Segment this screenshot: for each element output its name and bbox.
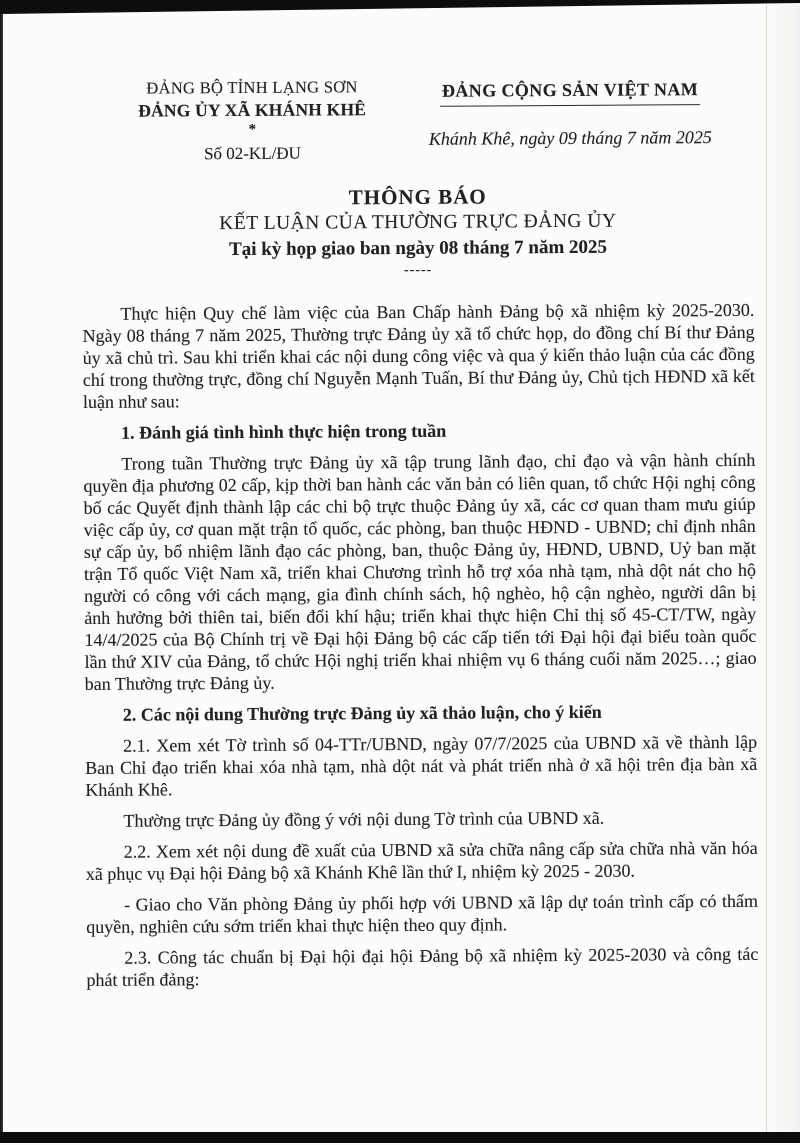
masthead-national-header [413,78,727,150]
scan-edge-left [0,0,3,1143]
paragraph-2-1: 2.1. Xem xét Tờ trình số 04-TTr/UBND, ngày 07/7/2025 của UBND xã về thành lập Ban Chỉ đạo triển khai xóa nhà tạm, nhà dột nát và phát triển nhà ở xã hội trên địa bàn xã Khánh Khê. [85,731,758,800]
section-1-heading: 1. Đánh giá tình hình thực hiện trong tuần [121,420,447,443]
place-and-date-line: Khánh Khê, ngày 09 tháng 7 năm 2025 [428,127,712,149]
document-number: Số 02-KL/ĐU [203,143,301,164]
title-separator-dashes: ----- [403,262,433,278]
section-1-paragraph: Trong tuần Thường trực Đảng ủy xã tập trung lãnh đạo, chỉ đạo và vận hành chính quyền địa phương 02 cấp, kịp thời ban hành các văn bản có liên quan, tổ chức Hội nghị công bố các Quyết định thành lập các chi bộ trực thuộc Đảng ủy xã, các cơ quan tham mưu giúp việc cấp ủy, cơ quan mặt trận tổ quốc, các phòng, ban thuộc HĐND - UBND; chỉ định nhân sự cấp ủy, bổ nhiệm lãnh đạo các phòng, ban, thuộc Đảng ủy, HĐND, UBND, Uỷ ban mặt trận Tổ quốc Việt Nam xã, triển khai Chương trình hỗ trợ xóa nhà tạm, nhà dột nát cho hộ người có công với cách mạng, gia đình chính sách, hộ nghèo, hộ cận nghèo, người dân bị ảnh hưởng bởi thiên tai, biến đổi khí hậu; triển khai thực hiện Chỉ thị số 45-CT/TW, ngày 14/4/2025 của Bộ Chính trị về Đại hội Đảng bộ các cấp tiến tới Đại hội đại biểu toàn quốc lần thứ XIV của Đảng, tổ chức Hội nghị triển khai nhiệm vụ 6 tháng cuối năm 2025…; giao ban Thường trực Đảng ủy. [83,449,757,694]
national-motto: ĐẢNG CỘNG SẢN VIỆT NAM [440,78,700,107]
document-subtitle: Tại kỳ họp giao ban ngày 08 tháng 7 năm 2025 [228,236,608,261]
paragraph-2-2-action: - Giao cho Văn phòng Đảng ủy phối hợp với UBND xã lập dự toán trình cấp có thẩm quyền, nghiên cứu sớm triển khai thực hiện theo quy định. [86,890,759,937]
paragraph-2-2: 2.2. Xem xét nội dung đề xuất của UBND xã sửa chữa nâng cấp sửa chữa nhà văn hóa xã phục vụ Đại hội Đảng bộ xã Khánh Khê lần thứ I, nhiệm kỳ 2025 - 2030. [85,837,758,884]
paragraph-2-3: 2.3. Công tác chuẩn bị Đại hội đại hội Đảng bộ xã nhiệm kỳ 2025-2030 và công tác phát triển đảng: [86,943,759,990]
paragraph-intro: Thực hiện Quy chế làm việc của Ban Chấp hành Đảng bộ xã nhiệm kỳ 2025-2030. Ngày 08 tháng 7 năm 2025, Thường trực Đảng ủy xã tổ chức họp, do đồng chí Bí thư Đảng ủy xã chủ trì. Sau khi triển khai các nội dung công việc và qua ý kiến thảo luận của các đồng chí trong thường trực, đồng chí Nguyễn Mạnh Tuấn, Bí thư Đảng ủy, Chủ tịch HĐND xã kết luận như sau: [82,299,755,412]
document-title-block [82,182,755,280]
document-body [82,299,758,1000]
masthead-issuing-org [113,76,392,166]
paragraph-2-1-resolution: Thường trực Đảng ủy đồng ý với nội dung Tờ trình của UBND xã. [123,807,605,831]
scan-page-edge-line [766,0,767,1143]
document-type: THÔNG BÁO [348,184,487,210]
section-2-heading: 2. Các nội dung Thường trực Đảng ủy xã thảo luận, cho ý kiến [122,701,602,725]
issuing-org-name: ĐẢNG ỦY XÃ KHÁNH KHÊ [138,99,367,121]
parent-org-name: ĐẢNG BỘ TỈNH LẠNG SƠN [146,77,358,98]
scan-right-shading [766,0,800,1143]
org-separator-star: * [248,121,257,138]
scan-edge-bottom [0,1132,800,1143]
document-title: KẾT LUẬN CỦA THƯỜNG TRỰC ĐẢNG ỦY [219,210,617,235]
